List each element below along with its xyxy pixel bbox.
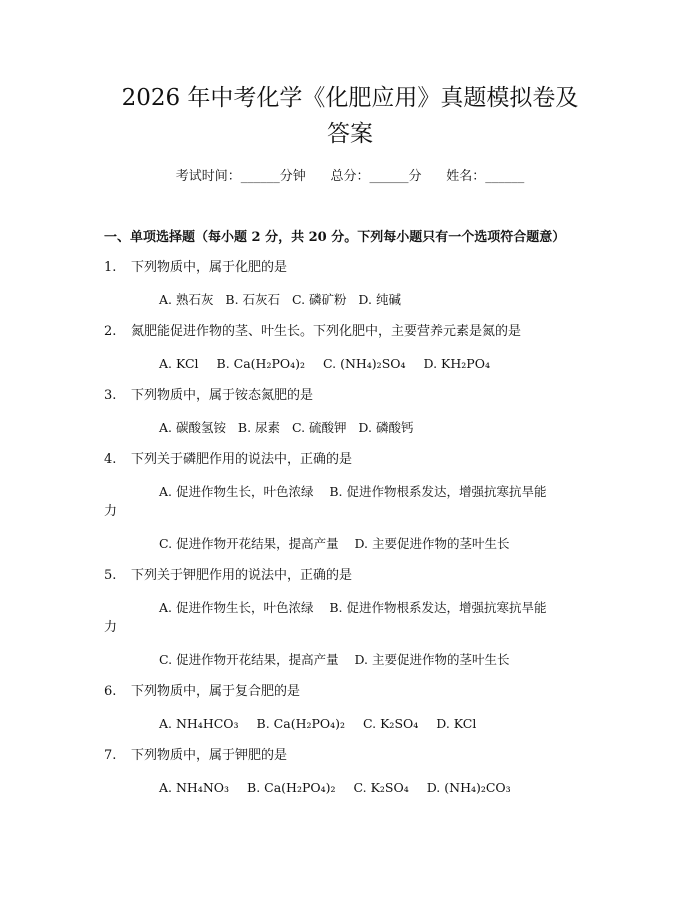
question-stem: 下列物质中，属于铵态氮肥的是 — [131, 388, 314, 403]
question-6-options — [159, 714, 624, 734]
question-stem: 下列物质中，属于复合肥的是 — [131, 684, 301, 699]
question-7-options — [159, 778, 624, 798]
question-5-options-line-1: A. 促进作物生长，叶色浓绿 B. 促进作物根系发达，增强抗寒抗旱能 — [159, 600, 547, 615]
title-line-1: 2026 年中考化学《化肥应用》真题模拟卷及 — [121, 85, 579, 111]
question-3-options: A. 碳酸氢铵 B. 尿素 C. 硫酸钾 D. 磷酸钙 — [159, 420, 414, 435]
option-a: A. NH₄HCO₃ — [159, 716, 239, 731]
question-7 — [104, 746, 624, 766]
question-2-options — [159, 354, 624, 374]
question-number: 3. — [104, 388, 117, 403]
question-stem: 下列关于磷肥作用的说法中，正确的是 — [131, 452, 353, 467]
exam-meta-line: 考试时间：______分钟 总分：______分 姓名：______ — [175, 169, 525, 184]
question-number: 6. — [104, 684, 117, 699]
question-1-options: A. 熟石灰 B. 石灰石 C. 磷矿粉 D. 纯碱 — [159, 292, 401, 307]
question-stem: 氮肥能促进作物的茎、叶生长。下列化肥中，主要营养元素是氮的是 — [131, 324, 522, 339]
question-1 — [104, 258, 624, 278]
section-heading: 一、单项选择题（每小题 2 分，共 20 分。下列每小题只有一个选项符合题意） — [104, 230, 566, 245]
question-stem: 下列物质中，属于钾肥的是 — [131, 748, 288, 763]
option-d: D. (NH₄)₂CO₃ — [426, 780, 511, 795]
question-5 — [104, 566, 624, 586]
option-c: C. K₂SO₄ — [353, 780, 409, 795]
option-b: B. Ca(H₂PO₄)₂ — [216, 356, 306, 371]
option-a: A. NH₄NO₃ — [159, 780, 230, 795]
option-a: A. KCl — [159, 356, 199, 371]
question-6 — [104, 682, 624, 702]
option-c: C. (NH₄)₂SO₄ — [323, 356, 406, 371]
question-number: 5. — [104, 568, 117, 583]
option-b: B. Ca(H₂PO₄)₂ — [247, 780, 336, 795]
document-title — [90, 80, 610, 152]
option-c: C. K₂SO₄ — [363, 716, 419, 731]
question-3 — [104, 386, 624, 406]
question-stem: 下列关于钾肥作用的说法中，正确的是 — [131, 568, 353, 583]
question-2 — [104, 322, 624, 342]
question-4-options-wrap: 力 — [104, 504, 118, 519]
question-list — [104, 258, 624, 798]
question-number: 7. — [104, 748, 117, 763]
option-b: B. Ca(H₂PO₄)₂ — [256, 716, 346, 731]
question-number: 2. — [104, 324, 117, 339]
option-d: D. KH₂PO₄ — [423, 356, 490, 371]
question-5-options-line-2: C. 促进作物开花结果，提高产量 D. 主要促进作物的茎叶生长 — [159, 652, 510, 667]
question-5-options-wrap: 力 — [104, 620, 118, 635]
question-4 — [104, 450, 624, 470]
question-4-options-line-1: A. 促进作物生长，叶色浓绿 B. 促进作物根系发达，增强抗寒抗旱能 — [159, 484, 547, 499]
question-number: 1. — [104, 260, 117, 275]
title-line-2: 答案 — [327, 121, 373, 147]
option-d: D. KCl — [436, 716, 477, 731]
question-number: 4. — [104, 452, 117, 467]
question-stem: 下列物质中，属于化肥的是 — [131, 260, 288, 275]
question-4-options-line-2: C. 促进作物开花结果，提高产量 D. 主要促进作物的茎叶生长 — [159, 536, 510, 551]
